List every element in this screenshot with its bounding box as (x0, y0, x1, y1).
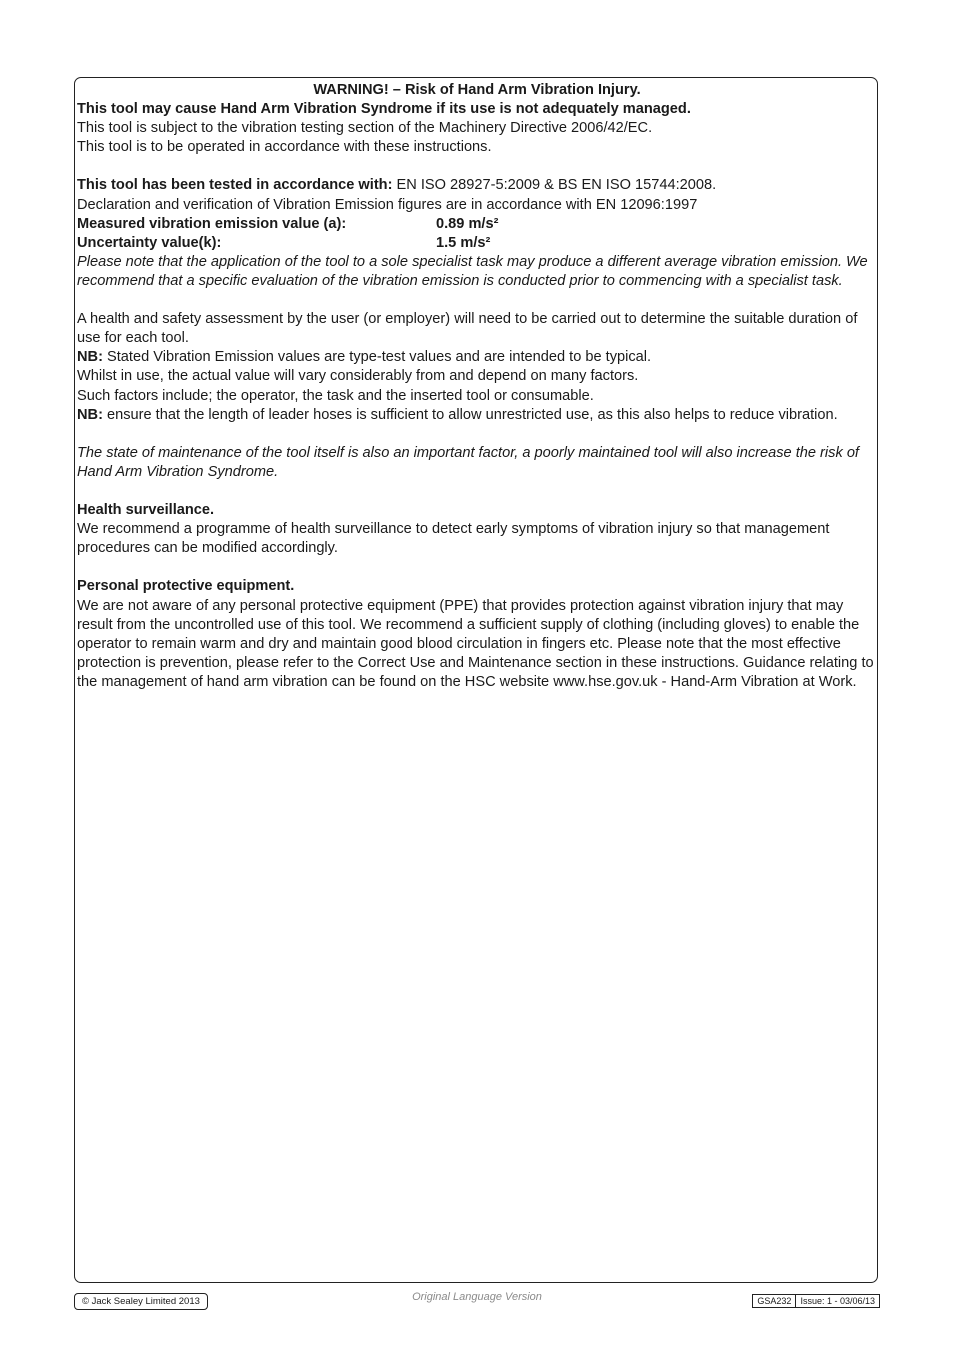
copyright-badge: © Jack Sealey Limited 2013 (74, 1293, 208, 1310)
testing-standards: EN ISO 28927-5:2009 & BS EN ISO 15744:2008. (392, 177, 717, 194)
uncertainty-label: Uncertainty value(k): (77, 234, 222, 251)
ppe-heading: Personal protective equipment. (77, 578, 295, 595)
model-number: GSA232 (757, 1296, 792, 1306)
ppe-text: We are not aware of any personal protective equipment (PPE) that provides protection against vibration injury that may result from the uncontrolled use of this tool. We recommend a sufficient supply of clothing (including gloves) to enable the operator to remain warm and dry and maintain good blood circulation in fingers etc. Please note that the most effective protection is prevention, please refer to the Correct Use and Maintenance section in these instructions. Guidance relating to the management of hand arm vibration can be found on the HSC website www.hse.gov.uk - Hand-Arm Vibration at Work. (77, 597, 874, 690)
health-text: We recommend a programme of health surveillance to detect early symptoms of vibration injury so that management procedures can be modified accordingly. (77, 521, 830, 557)
model-issue-box (752, 1294, 880, 1308)
warning-bold-line: This tool may cause Hand Arm Vibration Syndrome if its use is not adequately managed. (77, 101, 691, 118)
nb-label: NB: (77, 349, 103, 366)
testing-note: Please note that the application of the tool to a sole specialist task may produce a different average vibration emission. We recommend that a specific evaluation of the vibration emission is conducted prior to commencing with a specialist task. (77, 253, 868, 289)
whilst-line: Whilst in use, the actual value will vary considerably from and depend on many factors. (77, 368, 639, 385)
nb-emission-text: Stated Vibration Emission values are type-test values and are intended to be typical. (102, 349, 652, 366)
warning-line-directive: This tool is subject to the vibration testing section of the Machinery Directive 2006/42/EC. (77, 120, 653, 137)
language-version: Original Language Version (412, 1291, 542, 1303)
warning-line-instructions: This tool is to be operated in accordance with these instructions. (77, 139, 492, 156)
measured-value: 0.89 m/s² (436, 215, 499, 232)
health-heading: Health surveillance. (77, 502, 215, 519)
testing-label: This tool has been tested in accordance with: (77, 177, 393, 194)
nb-hoses-text: ensure that the length of leader hoses is sufficient to allow unrestricted use, as this also helps to reduce vibration. (102, 406, 838, 423)
assessment-paragraph: A health and safety assessment by the user (or employer) will need to be carried out to determine the suitable duration of use for each tool. (77, 311, 858, 347)
testing-declaration: Declaration and verification of Vibration Emission figures are in accordance with EN 12096:1997 (77, 196, 698, 213)
measured-row (77, 215, 877, 234)
factors-line: Such factors include; the operator, the task and the inserted tool or consumable. (77, 387, 594, 404)
maintenance-note: The state of maintenance of the tool itself is also an important factor, a poorly maintained tool will also increase the risk of Hand Arm Vibration Syndrome. (77, 444, 859, 480)
warning-title: WARNING! – Risk of Hand Arm Vibration Injury. (313, 82, 641, 98)
uncertainty-value: 1.5 m/s² (436, 234, 491, 251)
nb-hoses-line (77, 406, 877, 425)
issue-date: Issue: 1 - 03/06/13 (795, 1295, 879, 1307)
testing-line (77, 176, 877, 195)
nb-emission-line (77, 348, 877, 367)
measured-label: Measured vibration emission value (a): (77, 215, 347, 232)
nb-label: NB: (77, 406, 103, 423)
uncertainty-row (77, 234, 877, 253)
document-body (77, 81, 877, 692)
